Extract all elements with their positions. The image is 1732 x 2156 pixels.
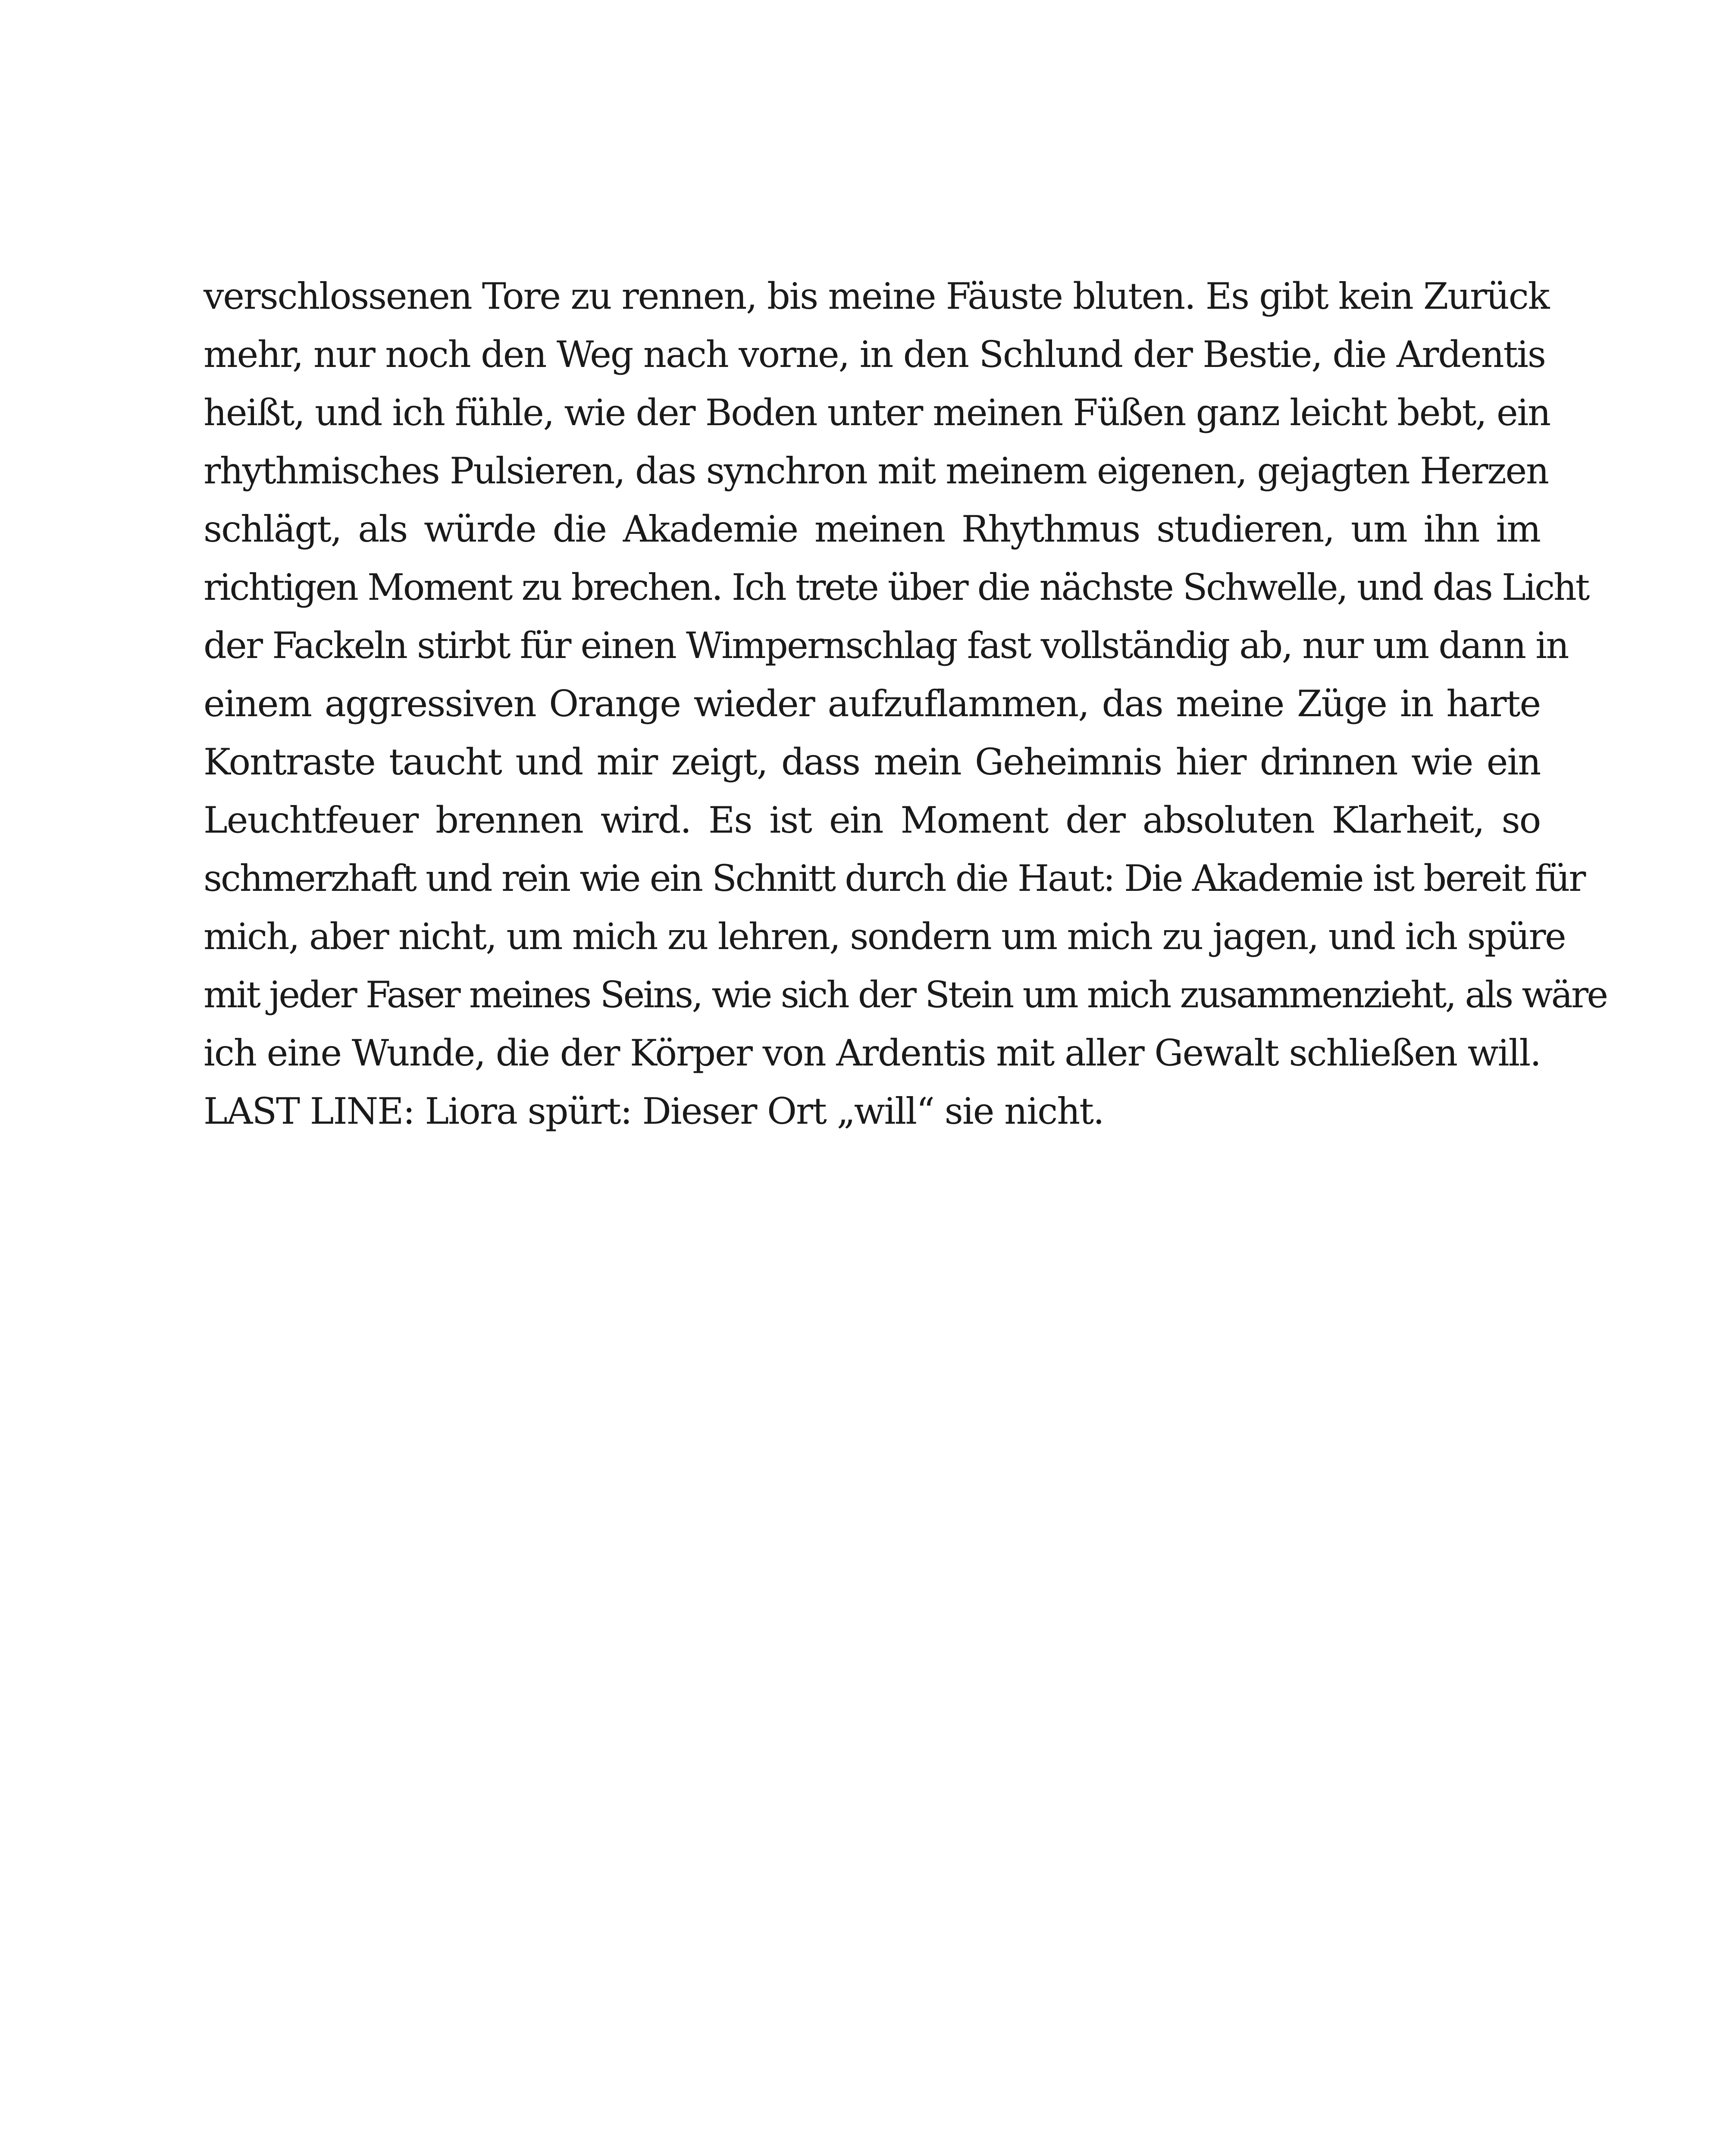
body-paragraph [204, 267, 1607, 1141]
text-line: mich, aber nicht, um mich zu lehren, sondern um mich zu jagen, und ich spüre [204, 915, 1566, 958]
text-line: rhythmisches Pulsieren, das synchron mit meinem eigenen, gejagten Herzen [204, 450, 1548, 492]
text-line: mit jeder Faser meines Seins, wie sich der Stein um mich zusammenzieht, als wäre [204, 974, 1607, 1016]
text-line: Leuchtfeuer brennen wird. Es ist ein Moment der absoluten Klarheit, so [204, 799, 1541, 841]
text-line: einem aggressiven Orange wieder aufzuflammen, das meine Züge in harte [204, 683, 1541, 725]
text-line: schlägt, als würde die Akademie meinen Rhythmus studieren, um ihn im [204, 508, 1540, 550]
text-line: schmerzhaft und rein wie ein Schnitt durch die Haut: Die Akademie ist bereit für [204, 857, 1585, 899]
text-line: Kontraste taucht und mir zeigt, dass mein Geheimnis hier drinnen wie ein [204, 741, 1541, 783]
text-line: mehr, nur noch den Weg nach vorne, in den Schlund der Bestie, die Ardentis [204, 333, 1545, 376]
text-line: richtigen Moment zu brechen. Ich trete über die nächste Schwelle, und das Licht [204, 566, 1589, 608]
text-line: der Fackeln stirbt für einen Wimpernschlag fast vollständig ab, nur um dann in [204, 624, 1568, 667]
text-line: ich eine Wunde, die der Körper von Ardentis mit aller Gewalt schließen will. [204, 1032, 1541, 1074]
text-line: heißt, und ich fühle, wie der Boden unter meinen Füßen ganz leicht bebt, ein [204, 392, 1550, 434]
last-line: LAST LINE: Liora spürt: Dieser Ort „will“ sie nicht. [204, 1090, 1104, 1132]
text-line: verschlossenen Tore zu rennen, bis meine Fäuste bluten. Es gibt kein Zurück [204, 275, 1549, 317]
